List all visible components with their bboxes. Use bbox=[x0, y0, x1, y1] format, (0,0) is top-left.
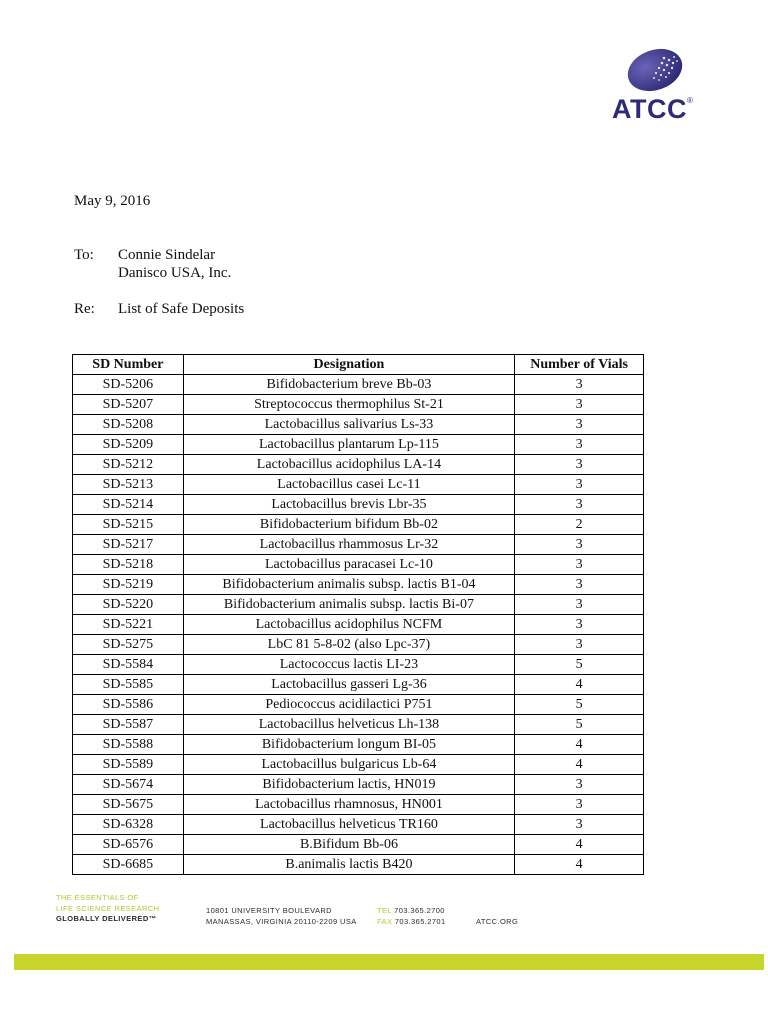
table-row bbox=[73, 555, 644, 575]
vials-cell: 3 bbox=[515, 555, 644, 575]
tagline-line-2: LIFE SCIENCE RESEARCH bbox=[56, 903, 160, 913]
table-row bbox=[73, 815, 644, 835]
sd-number-cell: SD-5207 bbox=[73, 395, 184, 415]
vials-cell: 4 bbox=[515, 735, 644, 755]
designation-cell: Lactobacillus helveticus TR160 bbox=[183, 815, 514, 835]
footer-tagline bbox=[56, 893, 159, 925]
vials-cell: 3 bbox=[515, 455, 644, 475]
address-line-1: 10801 UNIVERSITY BOULEVARD bbox=[206, 906, 333, 915]
vials-cell: 4 bbox=[515, 855, 644, 875]
sd-number-cell: SD-5220 bbox=[73, 595, 184, 615]
recipient-company: Danisco USA, Inc. bbox=[118, 265, 232, 281]
sd-number-cell: SD-5217 bbox=[73, 535, 184, 555]
table-row bbox=[73, 375, 644, 395]
designation-cell: Bifidobacterium animalis subsp. lactis B1-04 bbox=[183, 575, 514, 595]
sd-number-cell: SD-5588 bbox=[73, 735, 184, 755]
designation-cell: Lactobacillus gasseri Lg-36 bbox=[183, 675, 514, 695]
designation-cell: Bifidobacterium bifidum Bb-02 bbox=[183, 515, 514, 535]
subject-text: List of Safe Deposits bbox=[118, 301, 245, 317]
vials-cell: 3 bbox=[515, 595, 644, 615]
table-row bbox=[73, 855, 644, 875]
atcc-logo bbox=[612, 48, 696, 128]
designation-cell: B.Bifidum Bb-06 bbox=[183, 835, 514, 855]
table-header-row bbox=[73, 355, 644, 375]
table-row bbox=[73, 455, 644, 475]
fax-label: FAX bbox=[377, 916, 393, 926]
vials-cell: 3 bbox=[515, 795, 644, 815]
header-number-of-vials: Number of Vials bbox=[515, 355, 644, 375]
vials-cell: 5 bbox=[515, 655, 644, 675]
vials-cell: 3 bbox=[515, 415, 644, 435]
to-label: To: bbox=[74, 247, 94, 263]
tel-number: 703.365.2700 bbox=[394, 906, 445, 915]
table-row bbox=[73, 655, 644, 675]
header-designation: Designation bbox=[183, 355, 514, 375]
sd-number-cell: SD-5586 bbox=[73, 695, 184, 715]
designation-cell: Lactobacillus bulgaricus Lb-64 bbox=[183, 755, 514, 775]
table-row bbox=[73, 595, 644, 615]
tagline-line-3: GLOBALLY DELIVERED™ bbox=[56, 914, 157, 923]
sd-number-cell: SD-5587 bbox=[73, 715, 184, 735]
fax-number: 703.365.2701 bbox=[394, 916, 446, 926]
designation-cell: Lactobacillus salivarius Ls-33 bbox=[183, 415, 514, 435]
letter-date: May 9, 2016 bbox=[74, 193, 151, 209]
vials-cell: 5 bbox=[515, 715, 644, 735]
table-row bbox=[73, 755, 644, 775]
designation-cell: Lactobacillus casei Lc-11 bbox=[183, 475, 514, 495]
vials-cell: 3 bbox=[515, 535, 644, 555]
designation-cell: Lactobacillus rhamnosus, HN001 bbox=[183, 795, 514, 815]
table-row bbox=[73, 575, 644, 595]
re-label: Re: bbox=[74, 301, 95, 317]
vials-cell: 3 bbox=[515, 635, 644, 655]
footer-phones bbox=[377, 906, 446, 927]
address-line-2: MANASSAS, VIRGINIA 20110-2209 USA bbox=[206, 916, 357, 926]
designation-cell: Bifidobacterium longum BI-05 bbox=[183, 735, 514, 755]
sd-number-cell: SD-5584 bbox=[73, 655, 184, 675]
table-row bbox=[73, 515, 644, 535]
sd-number-cell: SD-5215 bbox=[73, 515, 184, 535]
footer-address bbox=[206, 906, 357, 927]
table-row bbox=[73, 535, 644, 555]
sd-number-cell: SD-5219 bbox=[73, 575, 184, 595]
vials-cell: 4 bbox=[515, 835, 644, 855]
atcc-wordmark: ATCC® bbox=[612, 94, 694, 124]
designation-cell: Lactobacillus rhammosus Lr-32 bbox=[183, 535, 514, 555]
vials-cell: 3 bbox=[515, 395, 644, 415]
table-row bbox=[73, 495, 644, 515]
sd-number-cell: SD-5213 bbox=[73, 475, 184, 495]
sd-number-cell: SD-6685 bbox=[73, 855, 184, 875]
designation-cell: Bifidobacterium animalis subsp. lactis Bi-07 bbox=[183, 595, 514, 615]
table-row bbox=[73, 615, 644, 635]
table-row bbox=[73, 475, 644, 495]
globe-icon bbox=[612, 48, 696, 92]
sd-number-cell: SD-5675 bbox=[73, 795, 184, 815]
table-row bbox=[73, 435, 644, 455]
table-row bbox=[73, 695, 644, 715]
sd-number-cell: SD-5208 bbox=[73, 415, 184, 435]
designation-cell: B.animalis lactis B420 bbox=[183, 855, 514, 875]
designation-cell: Bifidobacterium lactis, HN019 bbox=[183, 775, 514, 795]
vials-cell: 3 bbox=[515, 475, 644, 495]
designation-cell: Lactobacillus brevis Lbr-35 bbox=[183, 495, 514, 515]
vials-cell: 3 bbox=[515, 815, 644, 835]
sd-number-cell: SD-5585 bbox=[73, 675, 184, 695]
table-row bbox=[73, 415, 644, 435]
sd-number-cell: SD-5209 bbox=[73, 435, 184, 455]
vials-cell: 3 bbox=[515, 495, 644, 515]
table-row bbox=[73, 395, 644, 415]
sd-number-cell: SD-5218 bbox=[73, 555, 184, 575]
designation-cell: Pediococcus acidilactici P751 bbox=[183, 695, 514, 715]
sd-number-cell: SD-5275 bbox=[73, 635, 184, 655]
designation-cell: Lactobacillus plantarum Lp-115 bbox=[183, 435, 514, 455]
table-row bbox=[73, 775, 644, 795]
table-row bbox=[73, 835, 644, 855]
sd-number-cell: SD-6328 bbox=[73, 815, 184, 835]
table-row bbox=[73, 735, 644, 755]
header-sd-number: SD Number bbox=[73, 355, 184, 375]
sd-number-cell: SD-5589 bbox=[73, 755, 184, 775]
vials-cell: 5 bbox=[515, 695, 644, 715]
sd-number-cell: SD-5206 bbox=[73, 375, 184, 395]
recipient-name: Connie Sindelar bbox=[118, 247, 216, 263]
vials-cell: 3 bbox=[515, 615, 644, 635]
footer-accent-bar bbox=[14, 954, 764, 970]
sd-number-cell: SD-6576 bbox=[73, 835, 184, 855]
tel-label: TEL bbox=[377, 906, 392, 915]
table-row bbox=[73, 795, 644, 815]
table-row bbox=[73, 675, 644, 695]
vials-cell: 3 bbox=[515, 575, 644, 595]
sd-number-cell: SD-5212 bbox=[73, 455, 184, 475]
table-row bbox=[73, 635, 644, 655]
vials-cell: 3 bbox=[515, 375, 644, 395]
designation-cell: Lactobacillus acidophilus LA-14 bbox=[183, 455, 514, 475]
table-row bbox=[73, 715, 644, 735]
designation-cell: Lactobacillus acidophilus NCFM bbox=[183, 615, 514, 635]
designation-cell: LbC 81 5-8-02 (also Lpc-37) bbox=[183, 635, 514, 655]
vials-cell: 3 bbox=[515, 435, 644, 455]
tagline-line-1: THE ESSENTIALS OF bbox=[56, 893, 139, 902]
vials-cell: 4 bbox=[515, 755, 644, 775]
footer-website[interactable]: ATCC.ORG bbox=[476, 916, 519, 926]
designation-cell: Lactobacillus helveticus Lh-138 bbox=[183, 715, 514, 735]
designation-cell: Lactococcus lactis LI-23 bbox=[183, 655, 514, 675]
designation-cell: Bifidobacterium breve Bb-03 bbox=[183, 375, 514, 395]
designation-cell: Lactobacillus paracasei Lc-10 bbox=[183, 555, 514, 575]
designation-cell: Streptococcus thermophilus St-21 bbox=[183, 395, 514, 415]
sd-number-cell: SD-5674 bbox=[73, 775, 184, 795]
safe-deposits-table bbox=[72, 354, 644, 875]
sd-number-cell: SD-5221 bbox=[73, 615, 184, 635]
vials-cell: 3 bbox=[515, 775, 644, 795]
vials-cell: 2 bbox=[515, 515, 644, 535]
sd-number-cell: SD-5214 bbox=[73, 495, 184, 515]
letterhead-footer bbox=[0, 893, 768, 933]
vials-cell: 4 bbox=[515, 675, 644, 695]
